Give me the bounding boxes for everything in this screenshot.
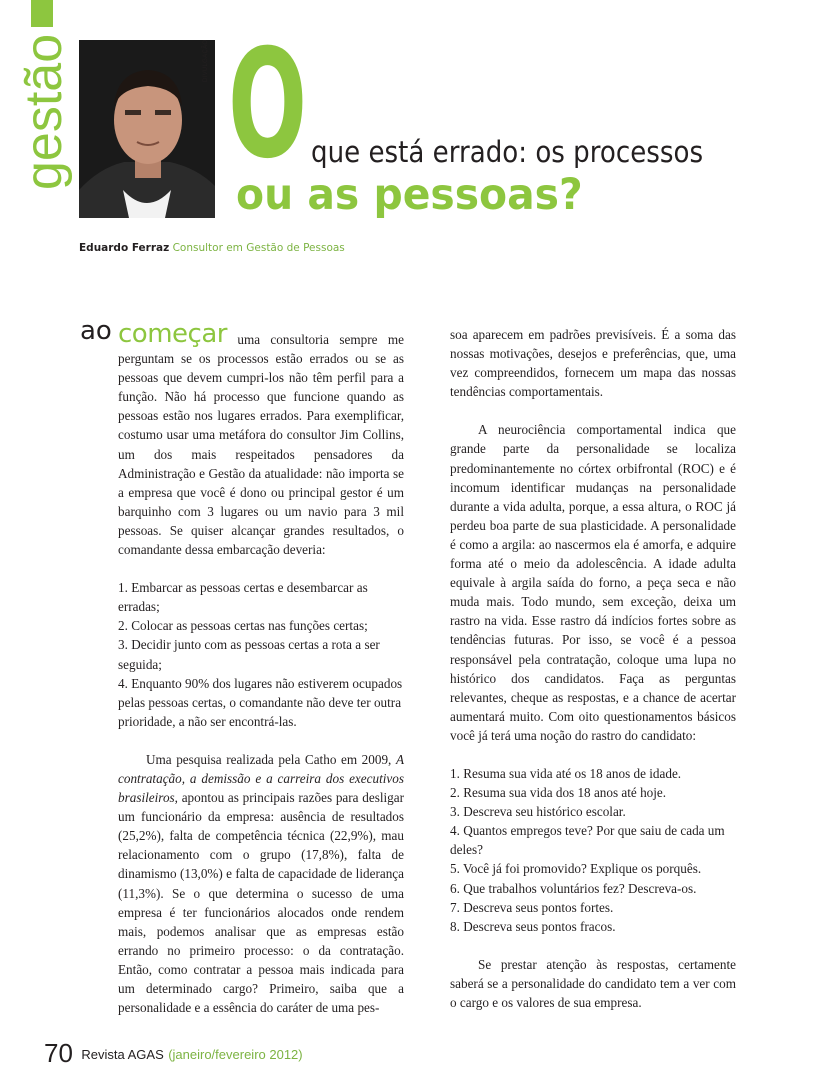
list-item: 1. Resuma sua vida até os 18 anos de idade. [450, 765, 682, 781]
list-item: 5. Você já foi promovido? Explique os porquês. [450, 861, 702, 877]
list-item: 1. Embarcar as pessoas certas e desembarcar as erradas; [118, 580, 368, 615]
title-line-2: ou as pessoas? [236, 170, 583, 220]
paragraph-continuation: soa aparecem em padrões previsíveis. É a soma das nossas motivações, desejos e preferências, que, uma vez compreendidos, fornecem um mapa das nossas tendências comportamentais. [450, 327, 736, 400]
list-item: 8. Descreva seus pontos fracos. [450, 918, 616, 934]
list-item: 3. Decidir junto com as pessoas certas a rota a ser seguida; [118, 637, 380, 672]
lead-word-ao: ao [80, 316, 112, 346]
page-footer [44, 1038, 303, 1069]
questions-list [450, 764, 736, 936]
list-item: 7. Descreva seus pontos fortes. [450, 899, 614, 915]
title-line-1: que está errado: os processos [311, 135, 704, 169]
author-name: Eduardo Ferraz [79, 242, 170, 254]
byline [79, 242, 345, 254]
magazine-name: Revista AGAS [81, 1047, 164, 1062]
author-portrait-illustration [79, 40, 215, 218]
author-role: Consultor em Gestão de Pessoas [172, 242, 345, 254]
paragraph-intro-text: uma consultoria sempre me perguntam se os processos estão errados ou se as pessoas que devem cumpri-los não têm perfil para a função. Não há processo que funcione quando as pessoas estão nos lugares errados. Para exemplificar, costumo usar uma metáfora do consultor Jim Collins, um dos mais respeitados pensadores da Administração e Gestão da atualidade: não importa se a empresa que você é dono ou principal gestor é um barquinho com 3 lugares ou um navio para 3 mil pessoas. Se quiser alcançar grandes resultados, o comandante dessa embarcação deveria: [118, 332, 404, 558]
list-item: 6. Que trabalhos voluntários fez? Descreva-os. [450, 880, 697, 896]
paragraph-conclusion: Se prestar atenção às respostas, certamente saberá se a personalidade do candidato tem a ver com o cargo e os valores de sua empresa. [450, 956, 736, 1010]
paragraph-text: Uma pesquisa realizada pela Catho em 2009, [146, 751, 396, 767]
article-column-right [450, 325, 736, 1012]
photo-credit: DIVULGAÇÃO [203, 39, 209, 82]
research-title: A contratação, a demissão e a carreira dos executivos brasileiros [118, 751, 404, 806]
list-item: 2. Colocar as pessoas certas nas funções certas; [118, 618, 368, 634]
paragraph-catho-research [118, 750, 404, 1017]
paragraph-intro [80, 316, 404, 559]
author-photo [79, 40, 215, 218]
section-label: gestão [15, 33, 73, 190]
list-item: 2. Resuma sua vida dos 18 anos até hoje. [450, 785, 667, 801]
title-initial-letter: O [228, 18, 308, 192]
list-item: 4. Quantos empregos teve? Por que saiu de cada um deles? [450, 823, 725, 858]
collins-list [118, 578, 404, 731]
issue-date: (janeiro/fevereiro 2012) [168, 1047, 303, 1062]
page-number: 70 [44, 1038, 73, 1068]
article-column-left [80, 316, 404, 1017]
list-item: 3. Descreva seu histórico escolar. [450, 804, 626, 820]
paragraph-text: , apontou as principais razões para desligar um funcionário da empresa: ausência de resultados (25,2%), falta de competência técnica (22,9%), mau relacionamento com o grupo (17,8%), falta de dinamismo (13,0%) e falta de capacidade de liderança (11,3%). Se o que determina o sucesso de uma empresa é ter funcionários alocados onde rendem mais, podemos analisar que as empresas estão errando no primeiro processo: o da contratação. Então, como contratar a pessoa mais indicada para um determinado cargo? Primeiro, saiba que a personalidade e a essência do caráter de uma pes- [118, 790, 404, 1016]
list-item: 4. Enquanto 90% dos lugares não estiverem ocupados pelas pessoas certas, o comandante não deve ter outra prioridade, a não ser encontrá-las. [118, 675, 403, 729]
lead-word-comecar: começar [118, 319, 227, 349]
section-color-tab [31, 0, 53, 27]
paragraph-neuroscience: A neurociência comportamental indica que grande parte da personalidade se localiza predominantemente no córtex orbifrontal (ROC) e é incomum identificar mudanças na personalidade durante a vida adulta, porque, a essa altura, o ROC já perdeu boa parte de sua plasticidade. A personalidade é como a argila: ao nascermos ela é amorfa, e adquire forma até o meio da adolescência. A idade adulta equivale à argila saída do forno, a peça seca e não muda mais. Todo mundo, sem exceção, deixa um rastro na vida. Esse rastro dá indícios fortes sobre as tendências futuras. Por isso, se você é a pessoa responsável pela contratação, coloque uma lupa no histórico dos candidatos. Faça as perguntas relevantes, cheque as respostas, e a chance de acertar aumentará muito. Com oito questionamentos básicos você já terá uma noção do rastro do candidato: [450, 422, 736, 743]
